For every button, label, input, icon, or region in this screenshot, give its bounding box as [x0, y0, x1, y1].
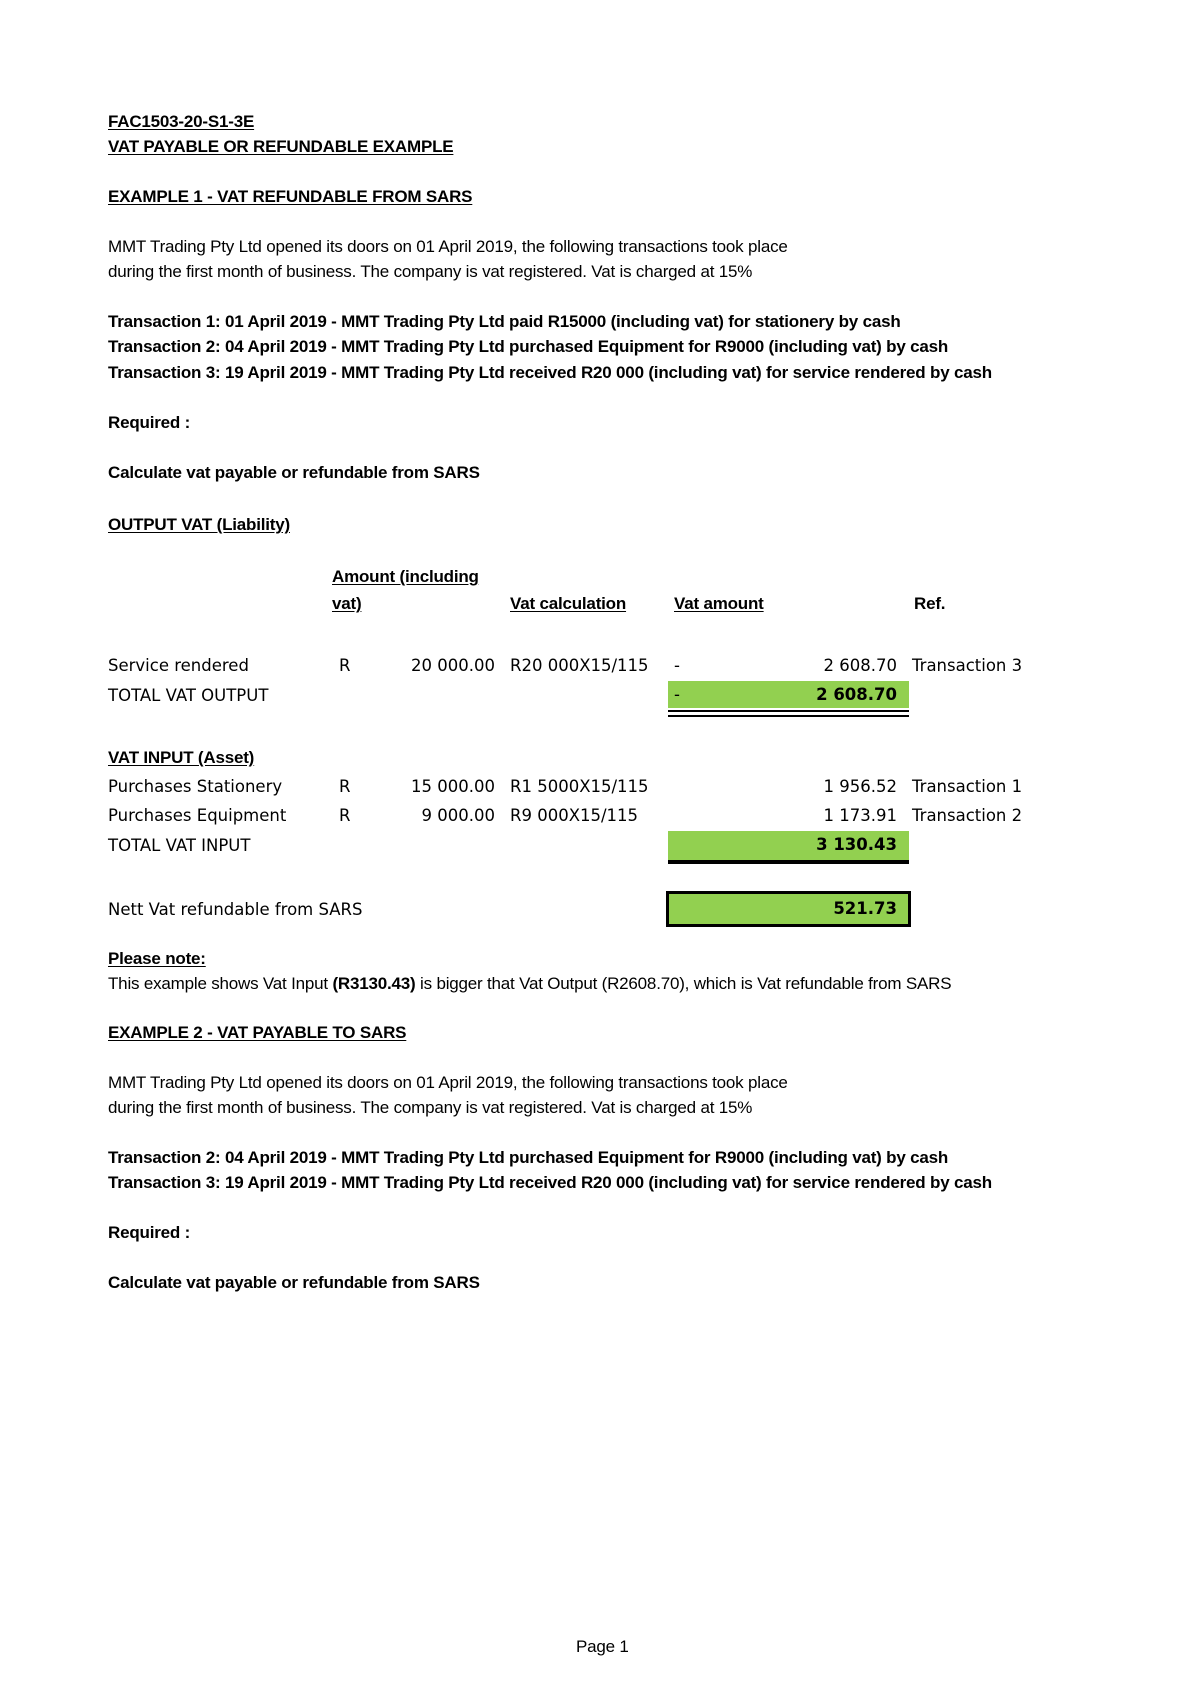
example1-intro-line1: MMT Trading Pty Ltd opened its doors on 01 April 2019, the following transactions took place: [108, 237, 788, 256]
total-vat-input-label: TOTAL VAT INPUT: [108, 836, 251, 855]
page-number: Page 1: [576, 1637, 629, 1656]
total-vat-output-label: TOTAL VAT OUTPUT: [108, 686, 269, 705]
note-text-pre: This example shows Vat Input: [108, 974, 333, 993]
total-vat-input-value: 3 130.43: [816, 835, 897, 854]
note-text-post: is bigger that Vat Output (R2608.70), which is Vat refundable from SARS: [415, 974, 952, 993]
example2-transaction-2: Transaction 2: 04 April 2019 - MMT Trading Pty Ltd purchased Equipment for R9000 (including vat) by cash: [108, 1148, 949, 1167]
example1-heading: EXAMPLE 1 - VAT REFUNDABLE FROM SARS: [108, 187, 473, 206]
total-vat-output-value: 2 608.70: [816, 685, 897, 704]
total-vat-output-dash: -: [674, 685, 680, 704]
col-header-amount-line1: Amount (including: [332, 567, 479, 586]
row-dash: -: [674, 656, 680, 675]
row-currency: R: [339, 656, 351, 675]
double-underline-bottom: [668, 715, 909, 717]
example1-required-text: Calculate vat payable or refundable from SARS: [108, 463, 480, 482]
row-vat-calculation: R1 5000X15/115: [510, 777, 649, 796]
example2-required-label: Required :: [108, 1223, 191, 1242]
row-amount: 15 000.00: [411, 777, 495, 796]
example2-intro-line1: MMT Trading Pty Ltd opened its doors on 01 April 2019, the following transactions took place: [108, 1073, 788, 1092]
col-header-vat-amount: Vat amount: [674, 594, 764, 613]
example1-transaction-2: Transaction 2: 04 April 2019 - MMT Trading Pty Ltd purchased Equipment for R9000 (including vat) by cash: [108, 337, 949, 356]
document-title: VAT PAYABLE OR REFUNDABLE EXAMPLE: [108, 137, 454, 156]
row-ref: Transaction 2: [912, 806, 1023, 825]
example1-required-label: Required :: [108, 413, 191, 432]
col-header-vat-calculation: Vat calculation: [510, 594, 627, 613]
row-label: Service rendered: [108, 656, 249, 675]
row-currency: R: [339, 777, 351, 796]
row-vat-calculation: R9 000X15/115: [510, 806, 639, 825]
vat-input-heading: VAT INPUT (Asset): [108, 748, 255, 767]
nett-vat-label: Nett Vat refundable from SARS: [108, 900, 363, 919]
row-currency: R: [339, 806, 351, 825]
example2-intro-line2: during the first month of business. The company is vat registered. Vat is charged at 15%: [108, 1098, 753, 1117]
row-vat-amount: 1 956.52: [823, 777, 897, 796]
example1-transaction-3: Transaction 3: 19 April 2019 - MMT Trading Pty Ltd received R20 000 (including vat) for service rendered by cash: [108, 363, 992, 382]
example1-transaction-1: Transaction 1: 01 April 2019 - MMT Trading Pty Ltd paid R15000 (including vat) for stationery by cash: [108, 312, 901, 331]
example1-intro-line2: during the first month of business. The company is vat registered. Vat is charged at 15%: [108, 262, 753, 281]
note-text-bold: (R3130.43): [332, 974, 416, 993]
document-code: FAC1503-20-S1-3E: [108, 112, 255, 131]
example2-required-text: Calculate vat payable or refundable from SARS: [108, 1273, 480, 1292]
row-amount: 9 000.00: [421, 806, 495, 825]
note-text: [108, 973, 951, 995]
col-header-ref: Ref.: [914, 594, 946, 613]
double-underline-top: [668, 710, 909, 712]
row-vat-amount: 2 608.70: [823, 656, 897, 675]
output-vat-heading: OUTPUT VAT (Liability): [108, 515, 290, 534]
row-label: Purchases Stationery: [108, 777, 283, 796]
row-vat-amount: 1 173.91: [823, 806, 897, 825]
nett-vat-value: 521.73: [833, 899, 897, 918]
col-header-amount-line2: vat): [332, 594, 362, 613]
row-ref: Transaction 3: [912, 656, 1023, 675]
row-label: Purchases Equipment: [108, 806, 287, 825]
row-ref: Transaction 1: [912, 777, 1023, 796]
thick-underline: [668, 860, 909, 864]
example2-heading: EXAMPLE 2 - VAT PAYABLE TO SARS: [108, 1023, 407, 1042]
example2-transaction-3: Transaction 3: 19 April 2019 - MMT Trading Pty Ltd received R20 000 (including vat) for service rendered by cash: [108, 1173, 992, 1192]
row-vat-calculation: R20 000X15/115: [510, 656, 649, 675]
row-amount: 20 000.00: [411, 656, 495, 675]
note-heading: Please note:: [108, 949, 206, 968]
